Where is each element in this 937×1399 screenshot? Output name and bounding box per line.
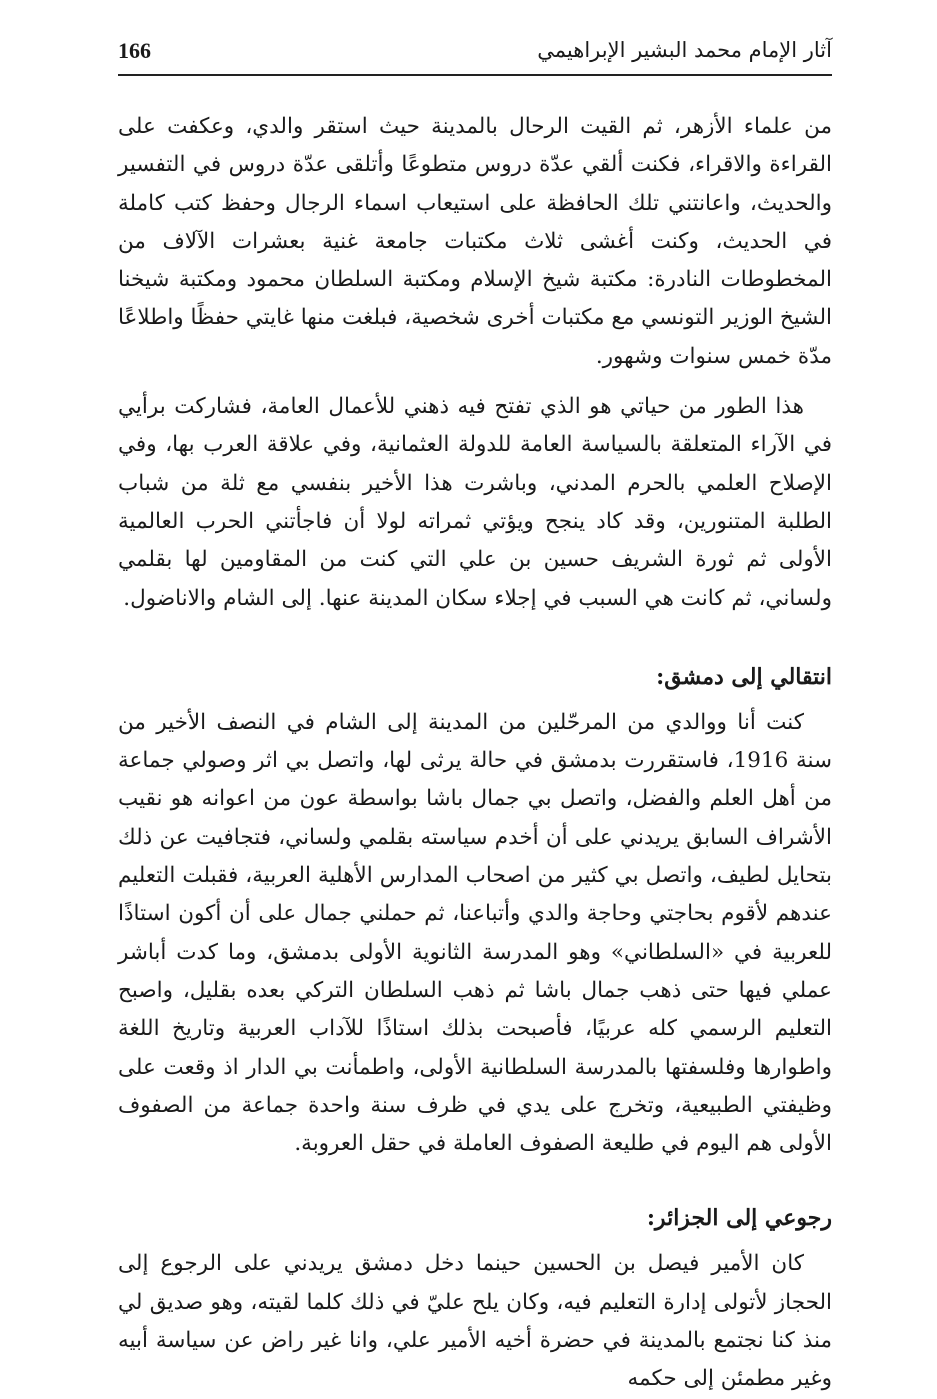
paragraph-algeria: كان الأمير فيصل بن الحسين حينما دخل دمشق يريدني على الرجوع إلى الحجاز لأتولى إدارة التعليم فيه، وكان يلح عليّ في ذلك كلما لقيته، وهو صديق لي منذ كنا نجتمع بالمدينة في حضرة أخيه الأمير علي، وانا غير راض عن سياسة أبيه وغير مطمئن إلى حكمه — [118, 1251, 832, 1392]
paragraph-continued: من علماء الأزهر، ثم القيت الرحال بالمدينة حيث استقر والدي، وعكفت على القراءة والاقراء، فكنت ألقي عدّة دروس متطوعًا وأتلقى عدّة دروس في التفسير والحديث، واعانتني تلك الحافظة على استيعاب اسماء الرجال وحفظ كتب كاملة في الحديث، وكنت أغشى ثلاث مكتبات جامعة غنية بعشرات الآلاف من المخطوطات النادرة: مكتبة شيخ الإسلام ومكتبة السلطان محمود ومكتبة شيخنا الشيخ الوزير التونسي مع مكتبات أخرى شخصية، فبلغت منها غايتي حفظًا واطلاعًا مدّة خمس سنوات وشهور. — [118, 114, 832, 369]
running-header — [118, 28, 832, 76]
book-page — [118, 28, 832, 1392]
section-heading-damascus: انتقالي إلى دمشق: — [656, 663, 832, 690]
running-title: آثار الإمام محمد البشير الإبراهيمي — [537, 38, 832, 62]
paragraph-ottoman-period: هذا الطور من حياتي هو الذي تفتح فيه ذهني للأعمال العامة، فشاركت برأيي في الآراء المتعلقة بالسياسة العامة للدولة العثمانية، وفي علاقة العرب بها، وفي الإصلاح العلمي بالحرم المدني، وباشرت هذا الأخير بنفسي مع ثلة من شباب الطلبة المتنورين، وقد كاد ينجح ويؤتي ثمراته لولا أن فاجأتني الحرب العالمية الأولى ثم ثورة الشريف حسين بن علي التي كنت من المقاومين لها بقلمي ولساني، ثم كانت هي السبب في إجلاء سكان المدينة عنها. إلى الشام والاناضول. — [118, 394, 832, 611]
page-number: 166 — [118, 38, 151, 63]
paragraph-damascus: كنت أنا ووالدي من المرحّلين من المدينة إلى الشام في النصف الأخير من سنة 1916، فاستقررت بدمشق في حالة يرثى لها، واتصل بي اثر وصولي جماعة من أهل العلم والفضل، واتصل بي جمال باشا بواسطة عون من اعوانه هو نقيب الأشراف السابق يريدني على أن أخدم سياسته بقلمي ولساني، فتجافيت عن ذلك بتحايل لطيف، واتصل بي كثير من اصحاب المدارس الأهلية العربية، فقبلت التعليم عندهم لأقوم بحاجتي وحاجة والدي وأتباعنا، ثم حملني جمال على أن أكون استاذًا للعربية في «السلطاني» وهو المدرسة الثانوية الأولى بدمشق، وما كدت أباشر عملي فيها حتى ذهب جمال باشا ثم ذهب السلطان التركي بعده بقليل، واصبح التعليم الرسمي كله عربيًا، فأصبحت بذلك استاذًا للآداب العربية وتاريخ اللغة واطوارها وفلسفتها بالمدرسة السلطانية الأولى، واطمأنت بي الدار اذ وقعت على وظيفتي الطبيعية، وتخرج على يدي في ظرف سنة واحدة جماعة من الصفوف الأولى هم اليوم في طليعة الصفوف العاملة في حقل العروبة. — [118, 709, 832, 1157]
section-heading-algeria: رجوعي إلى الجزائر: — [646, 1205, 832, 1232]
